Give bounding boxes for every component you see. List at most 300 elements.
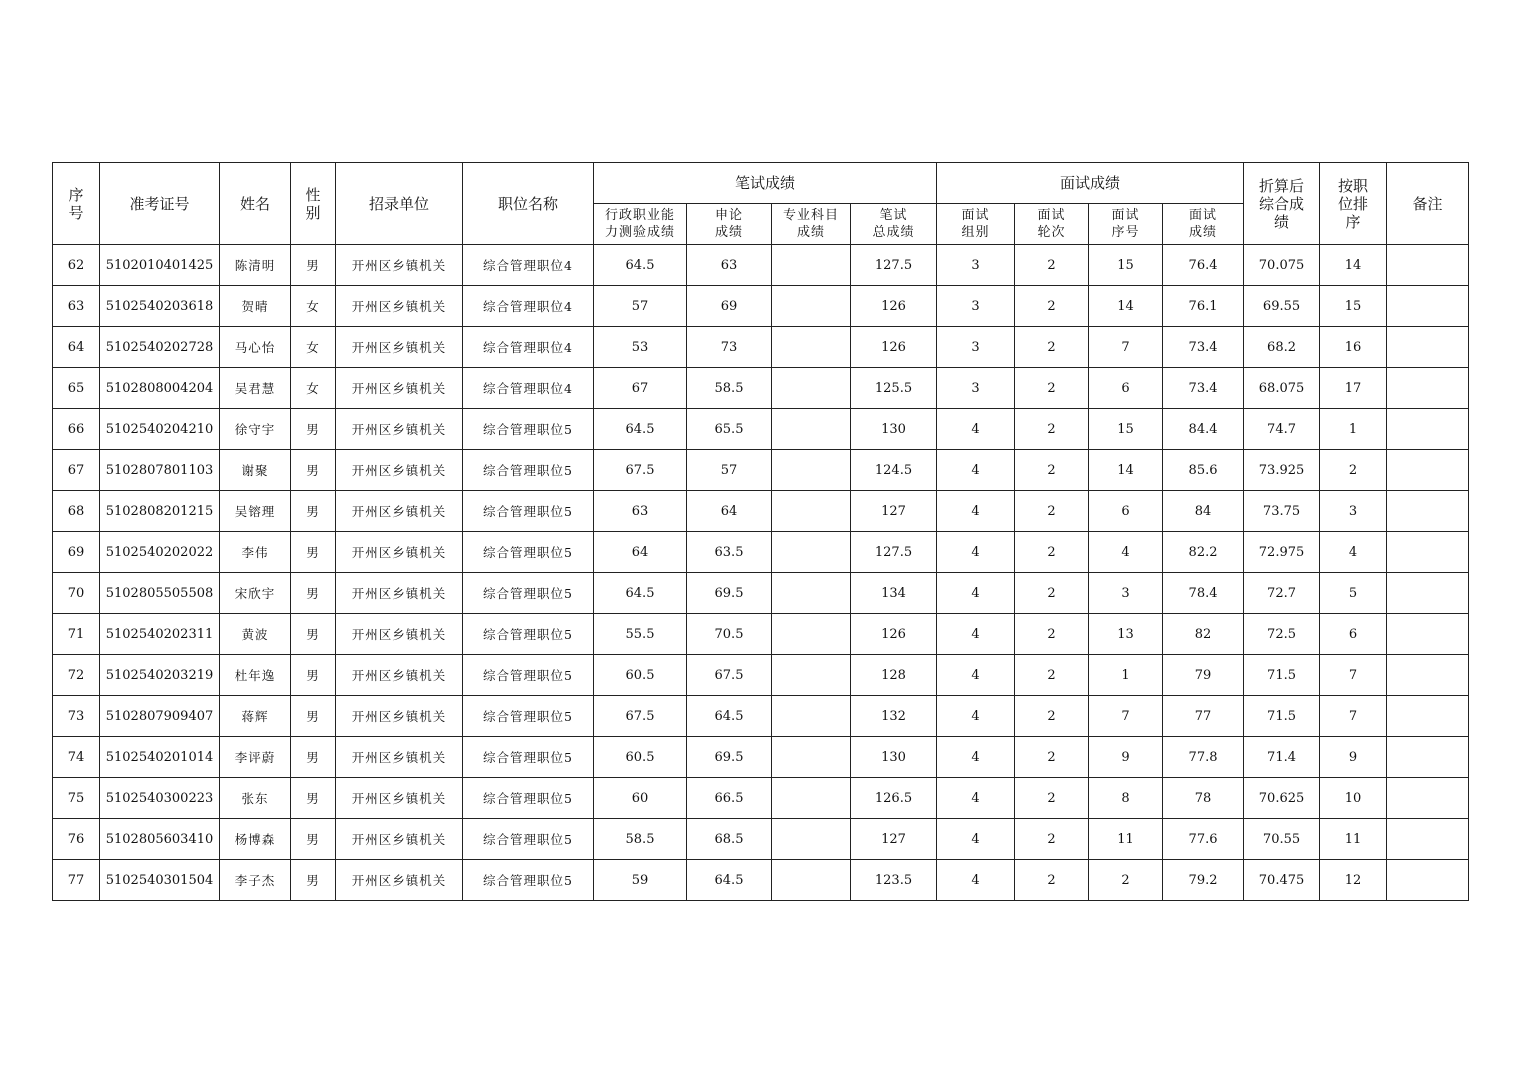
- cell-final: 70.625: [1244, 778, 1320, 819]
- cell-aptitude: 59: [594, 860, 687, 901]
- cell-final: 71.5: [1244, 655, 1320, 696]
- cell-position: 综合管理职位5: [463, 532, 594, 573]
- cell-written-total: 127: [851, 491, 937, 532]
- cell-seq: 71: [53, 614, 100, 655]
- cell-final: 71.5: [1244, 696, 1320, 737]
- cell-position: 综合管理职位5: [463, 696, 594, 737]
- cell-written-total: 130: [851, 737, 937, 778]
- table-row: [53, 737, 1469, 778]
- cell-written-total: 125.5: [851, 368, 937, 409]
- cell-name: 宋欣宇: [220, 573, 291, 614]
- cell-interview-score: 76.1: [1163, 286, 1244, 327]
- cell-order: 11: [1089, 819, 1163, 860]
- cell-aptitude: 55.5: [594, 614, 687, 655]
- table-body: [53, 245, 1469, 901]
- cell-essay: 67.5: [687, 655, 772, 696]
- cell-rank: 7: [1320, 655, 1387, 696]
- cell-position: 综合管理职位5: [463, 737, 594, 778]
- cell-seq: 63: [53, 286, 100, 327]
- table-row: [53, 450, 1469, 491]
- cell-seq: 73: [53, 696, 100, 737]
- cell-remark: [1387, 286, 1469, 327]
- cell-rank: 6: [1320, 614, 1387, 655]
- table-row: [53, 573, 1469, 614]
- cell-order: 7: [1089, 696, 1163, 737]
- cell-rank: 16: [1320, 327, 1387, 368]
- cell-major: [772, 532, 851, 573]
- cell-remark: [1387, 696, 1469, 737]
- cell-order: 15: [1089, 245, 1163, 286]
- cell-final: 70.55: [1244, 819, 1320, 860]
- cell-order: 6: [1089, 491, 1163, 532]
- header-written-total-line1: 笔试: [879, 208, 908, 223]
- cell-rank: 11: [1320, 819, 1387, 860]
- cell-round: 2: [1015, 409, 1089, 450]
- cell-aptitude: 64.5: [594, 245, 687, 286]
- cell-essay: 69.5: [687, 573, 772, 614]
- cell-unit: 开州区乡镇机关: [336, 450, 463, 491]
- header-seq-text: 序号: [68, 185, 84, 222]
- header-final: [1244, 163, 1320, 245]
- cell-exam-no: 5102807909407: [100, 696, 220, 737]
- cell-unit: 开州区乡镇机关: [336, 532, 463, 573]
- cell-major: [772, 655, 851, 696]
- cell-group: 4: [937, 860, 1015, 901]
- cell-name: 谢聚: [220, 450, 291, 491]
- cell-written-total: 126: [851, 614, 937, 655]
- cell-group: 4: [937, 778, 1015, 819]
- table-row: [53, 819, 1469, 860]
- cell-gender: 男: [291, 409, 336, 450]
- cell-written-total: 132: [851, 696, 937, 737]
- cell-group: 3: [937, 286, 1015, 327]
- cell-interview-score: 77.6: [1163, 819, 1244, 860]
- cell-name: 李伟: [220, 532, 291, 573]
- cell-remark: [1387, 327, 1469, 368]
- cell-written-total: 126: [851, 286, 937, 327]
- cell-interview-score: 82: [1163, 614, 1244, 655]
- header-written: 笔试成绩: [594, 163, 937, 204]
- cell-position: 综合管理职位4: [463, 286, 594, 327]
- table-row: [53, 368, 1469, 409]
- cell-gender: 男: [291, 778, 336, 819]
- cell-major: [772, 491, 851, 532]
- cell-aptitude: 60.5: [594, 655, 687, 696]
- cell-position: 综合管理职位5: [463, 819, 594, 860]
- cell-exam-no: 5102540203219: [100, 655, 220, 696]
- cell-seq: 66: [53, 409, 100, 450]
- cell-seq: 68: [53, 491, 100, 532]
- cell-major: [772, 327, 851, 368]
- cell-remark: [1387, 245, 1469, 286]
- cell-remark: [1387, 491, 1469, 532]
- cell-aptitude: 57: [594, 286, 687, 327]
- cell-gender: 男: [291, 819, 336, 860]
- cell-written-total: 127: [851, 819, 937, 860]
- cell-interview-score: 79: [1163, 655, 1244, 696]
- cell-major: [772, 614, 851, 655]
- cell-aptitude: 64.5: [594, 573, 687, 614]
- cell-position: 综合管理职位4: [463, 245, 594, 286]
- cell-essay: 65.5: [687, 409, 772, 450]
- cell-exam-no: 5102540301504: [100, 860, 220, 901]
- cell-position: 综合管理职位5: [463, 860, 594, 901]
- cell-gender: 男: [291, 614, 336, 655]
- header-major: [772, 204, 851, 245]
- cell-seq: 62: [53, 245, 100, 286]
- cell-round: 2: [1015, 573, 1089, 614]
- cell-exam-no: 5102805603410: [100, 819, 220, 860]
- cell-unit: 开州区乡镇机关: [336, 245, 463, 286]
- cell-final: 72.7: [1244, 573, 1320, 614]
- cell-essay: 64: [687, 491, 772, 532]
- cell-group: 4: [937, 819, 1015, 860]
- cell-order: 14: [1089, 450, 1163, 491]
- cell-name: 杨博森: [220, 819, 291, 860]
- cell-name: 吴君慧: [220, 368, 291, 409]
- header-unit: 招录单位: [336, 163, 463, 245]
- cell-unit: 开州区乡镇机关: [336, 655, 463, 696]
- cell-name: 李评蔚: [220, 737, 291, 778]
- cell-essay: 64.5: [687, 696, 772, 737]
- cell-exam-no: 5102540202022: [100, 532, 220, 573]
- cell-order: 7: [1089, 327, 1163, 368]
- cell-written-total: 126: [851, 327, 937, 368]
- cell-exam-no: 5102808004204: [100, 368, 220, 409]
- cell-final: 72.975: [1244, 532, 1320, 573]
- cell-group: 4: [937, 532, 1015, 573]
- cell-seq: 70: [53, 573, 100, 614]
- header-round-line2: 轮次: [1037, 225, 1066, 240]
- header-remark: 备注: [1387, 163, 1469, 245]
- cell-remark: [1387, 450, 1469, 491]
- header-final-text: 折算后综合成绩: [1259, 176, 1305, 231]
- cell-order: 4: [1089, 532, 1163, 573]
- cell-interview-score: 78.4: [1163, 573, 1244, 614]
- cell-essay: 63.5: [687, 532, 772, 573]
- cell-gender: 女: [291, 286, 336, 327]
- cell-round: 2: [1015, 614, 1089, 655]
- cell-position: 综合管理职位5: [463, 573, 594, 614]
- cell-rank: 7: [1320, 696, 1387, 737]
- cell-rank: 4: [1320, 532, 1387, 573]
- cell-position: 综合管理职位5: [463, 655, 594, 696]
- cell-round: 2: [1015, 286, 1089, 327]
- cell-aptitude: 64: [594, 532, 687, 573]
- cell-position: 综合管理职位5: [463, 409, 594, 450]
- header-interview-score-line2: 成绩: [1189, 225, 1218, 240]
- cell-round: 2: [1015, 368, 1089, 409]
- header-aptitude: [594, 204, 687, 245]
- cell-name: 吴镕理: [220, 491, 291, 532]
- cell-aptitude: 63: [594, 491, 687, 532]
- cell-exam-no: 5102540202728: [100, 327, 220, 368]
- cell-position: 综合管理职位5: [463, 614, 594, 655]
- cell-remark: [1387, 819, 1469, 860]
- cell-order: 2: [1089, 860, 1163, 901]
- cell-written-total: 126.5: [851, 778, 937, 819]
- cell-written-total: 123.5: [851, 860, 937, 901]
- cell-essay: 57: [687, 450, 772, 491]
- cell-major: [772, 819, 851, 860]
- cell-rank: 14: [1320, 245, 1387, 286]
- cell-order: 9: [1089, 737, 1163, 778]
- cell-remark: [1387, 532, 1469, 573]
- cell-group: 4: [937, 614, 1015, 655]
- cell-unit: 开州区乡镇机关: [336, 819, 463, 860]
- cell-final: 68.075: [1244, 368, 1320, 409]
- cell-group: 4: [937, 573, 1015, 614]
- cell-final: 70.075: [1244, 245, 1320, 286]
- cell-major: [772, 860, 851, 901]
- cell-essay: 66.5: [687, 778, 772, 819]
- header-group-line2: 组别: [961, 225, 990, 240]
- cell-name: 贺晴: [220, 286, 291, 327]
- cell-aptitude: 67.5: [594, 450, 687, 491]
- cell-essay: 69.5: [687, 737, 772, 778]
- cell-final: 70.475: [1244, 860, 1320, 901]
- cell-rank: 9: [1320, 737, 1387, 778]
- cell-order: 6: [1089, 368, 1163, 409]
- cell-rank: 5: [1320, 573, 1387, 614]
- cell-gender: 男: [291, 860, 336, 901]
- cell-gender: 男: [291, 532, 336, 573]
- cell-gender: 男: [291, 491, 336, 532]
- cell-position: 综合管理职位4: [463, 368, 594, 409]
- cell-seq: 74: [53, 737, 100, 778]
- header-essay: [687, 204, 772, 245]
- header-written-total-line2: 总成绩: [872, 225, 915, 240]
- table-row: [53, 778, 1469, 819]
- cell-round: 2: [1015, 655, 1089, 696]
- cell-major: [772, 573, 851, 614]
- cell-interview-score: 78: [1163, 778, 1244, 819]
- cell-written-total: 127.5: [851, 532, 937, 573]
- cell-final: 72.5: [1244, 614, 1320, 655]
- cell-essay: 73: [687, 327, 772, 368]
- cell-seq: 77: [53, 860, 100, 901]
- header-round: [1015, 204, 1089, 245]
- cell-unit: 开州区乡镇机关: [336, 409, 463, 450]
- cell-seq: 65: [53, 368, 100, 409]
- cell-remark: [1387, 409, 1469, 450]
- cell-gender: 男: [291, 737, 336, 778]
- cell-name: 蒋辉: [220, 696, 291, 737]
- cell-group: 4: [937, 737, 1015, 778]
- cell-interview-score: 76.4: [1163, 245, 1244, 286]
- cell-aptitude: 67: [594, 368, 687, 409]
- cell-unit: 开州区乡镇机关: [336, 286, 463, 327]
- cell-final: 68.2: [1244, 327, 1320, 368]
- cell-final: 74.7: [1244, 409, 1320, 450]
- cell-exam-no: 5102010401425: [100, 245, 220, 286]
- cell-round: 2: [1015, 245, 1089, 286]
- cell-interview-score: 77.8: [1163, 737, 1244, 778]
- header-essay-line1: 申论: [714, 208, 743, 223]
- cell-group: 4: [937, 409, 1015, 450]
- cell-seq: 72: [53, 655, 100, 696]
- cell-unit: 开州区乡镇机关: [336, 573, 463, 614]
- cell-gender: 男: [291, 573, 336, 614]
- cell-remark: [1387, 778, 1469, 819]
- header-name: 姓名: [220, 163, 291, 245]
- header-aptitude-line2: 力测验成绩: [604, 225, 675, 240]
- table-row: [53, 655, 1469, 696]
- cell-major: [772, 737, 851, 778]
- table-header: [53, 163, 1469, 245]
- cell-group: 4: [937, 696, 1015, 737]
- cell-rank: 1: [1320, 409, 1387, 450]
- cell-position: 综合管理职位4: [463, 327, 594, 368]
- cell-gender: 女: [291, 327, 336, 368]
- cell-name: 黄波: [220, 614, 291, 655]
- cell-major: [772, 245, 851, 286]
- cell-exam-no: 5102540204210: [100, 409, 220, 450]
- cell-unit: 开州区乡镇机关: [336, 491, 463, 532]
- cell-remark: [1387, 614, 1469, 655]
- cell-remark: [1387, 368, 1469, 409]
- cell-position: 综合管理职位5: [463, 450, 594, 491]
- cell-round: 2: [1015, 532, 1089, 573]
- cell-unit: 开州区乡镇机关: [336, 614, 463, 655]
- cell-rank: 17: [1320, 368, 1387, 409]
- cell-round: 2: [1015, 819, 1089, 860]
- cell-order: 14: [1089, 286, 1163, 327]
- table-row: [53, 286, 1469, 327]
- header-written-total: [851, 204, 937, 245]
- header-aptitude-line1: 行政职业能: [604, 208, 675, 223]
- cell-group: 3: [937, 245, 1015, 286]
- header-essay-line2: 成绩: [714, 225, 743, 240]
- cell-written-total: 128: [851, 655, 937, 696]
- cell-group: 3: [937, 368, 1015, 409]
- cell-order: 13: [1089, 614, 1163, 655]
- header-interview: 面试成绩: [937, 163, 1244, 204]
- cell-aptitude: 64.5: [594, 409, 687, 450]
- cell-major: [772, 778, 851, 819]
- cell-group: 3: [937, 327, 1015, 368]
- cell-gender: 男: [291, 655, 336, 696]
- cell-order: 15: [1089, 409, 1163, 450]
- cell-seq: 76: [53, 819, 100, 860]
- cell-written-total: 127.5: [851, 245, 937, 286]
- cell-aptitude: 60.5: [594, 737, 687, 778]
- cell-round: 2: [1015, 737, 1089, 778]
- cell-remark: [1387, 860, 1469, 901]
- header-round-line1: 面试: [1037, 208, 1066, 223]
- cell-seq: 64: [53, 327, 100, 368]
- table-row: [53, 614, 1469, 655]
- cell-written-total: 124.5: [851, 450, 937, 491]
- table-row: [53, 860, 1469, 901]
- cell-rank: 2: [1320, 450, 1387, 491]
- cell-position: 综合管理职位5: [463, 778, 594, 819]
- cell-round: 2: [1015, 778, 1089, 819]
- cell-final: 73.925: [1244, 450, 1320, 491]
- cell-essay: 63: [687, 245, 772, 286]
- header-interview-score: [1163, 204, 1244, 245]
- cell-exam-no: 5102808201215: [100, 491, 220, 532]
- cell-major: [772, 450, 851, 491]
- cell-final: 71.4: [1244, 737, 1320, 778]
- cell-position: 综合管理职位5: [463, 491, 594, 532]
- header-gender-text: 性别: [305, 185, 321, 222]
- cell-rank: 3: [1320, 491, 1387, 532]
- header-major-line1: 专业科目: [782, 208, 839, 223]
- cell-interview-score: 82.2: [1163, 532, 1244, 573]
- table-row: [53, 327, 1469, 368]
- cell-essay: 70.5: [687, 614, 772, 655]
- cell-aptitude: 58.5: [594, 819, 687, 860]
- score-table: [52, 162, 1469, 901]
- table-row: [53, 245, 1469, 286]
- cell-unit: 开州区乡镇机关: [336, 327, 463, 368]
- cell-unit: 开州区乡镇机关: [336, 778, 463, 819]
- cell-seq: 69: [53, 532, 100, 573]
- cell-exam-no: 5102540203618: [100, 286, 220, 327]
- cell-order: 3: [1089, 573, 1163, 614]
- cell-rank: 10: [1320, 778, 1387, 819]
- cell-interview-score: 79.2: [1163, 860, 1244, 901]
- cell-name: 马心怡: [220, 327, 291, 368]
- table-row: [53, 409, 1469, 450]
- cell-interview-score: 73.4: [1163, 368, 1244, 409]
- cell-unit: 开州区乡镇机关: [336, 368, 463, 409]
- cell-rank: 15: [1320, 286, 1387, 327]
- cell-round: 2: [1015, 860, 1089, 901]
- cell-essay: 64.5: [687, 860, 772, 901]
- table-row: [53, 532, 1469, 573]
- cell-group: 4: [937, 491, 1015, 532]
- cell-essay: 58.5: [687, 368, 772, 409]
- cell-written-total: 134: [851, 573, 937, 614]
- cell-interview-score: 77: [1163, 696, 1244, 737]
- cell-written-total: 130: [851, 409, 937, 450]
- table-row: [53, 491, 1469, 532]
- cell-name: 杜年逸: [220, 655, 291, 696]
- cell-exam-no: 5102540300223: [100, 778, 220, 819]
- cell-unit: 开州区乡镇机关: [336, 860, 463, 901]
- cell-group: 4: [937, 655, 1015, 696]
- cell-aptitude: 60: [594, 778, 687, 819]
- cell-remark: [1387, 655, 1469, 696]
- cell-major: [772, 286, 851, 327]
- header-major-line2: 成绩: [796, 225, 825, 240]
- cell-round: 2: [1015, 491, 1089, 532]
- header-order: [1089, 204, 1163, 245]
- cell-final: 69.55: [1244, 286, 1320, 327]
- cell-remark: [1387, 737, 1469, 778]
- header-gender: [291, 163, 336, 245]
- cell-exam-no: 5102807801103: [100, 450, 220, 491]
- cell-round: 2: [1015, 327, 1089, 368]
- header-group: [937, 204, 1015, 245]
- cell-name: 李子杰: [220, 860, 291, 901]
- cell-gender: 男: [291, 696, 336, 737]
- cell-order: 8: [1089, 778, 1163, 819]
- cell-final: 73.75: [1244, 491, 1320, 532]
- header-interview-score-line1: 面试: [1189, 208, 1218, 223]
- cell-major: [772, 368, 851, 409]
- header-exam-no: 准考证号: [100, 163, 220, 245]
- cell-exam-no: 5102805505508: [100, 573, 220, 614]
- cell-major: [772, 696, 851, 737]
- cell-exam-no: 5102540202311: [100, 614, 220, 655]
- cell-round: 2: [1015, 696, 1089, 737]
- cell-name: 张东: [220, 778, 291, 819]
- cell-unit: 开州区乡镇机关: [336, 737, 463, 778]
- cell-interview-score: 84.4: [1163, 409, 1244, 450]
